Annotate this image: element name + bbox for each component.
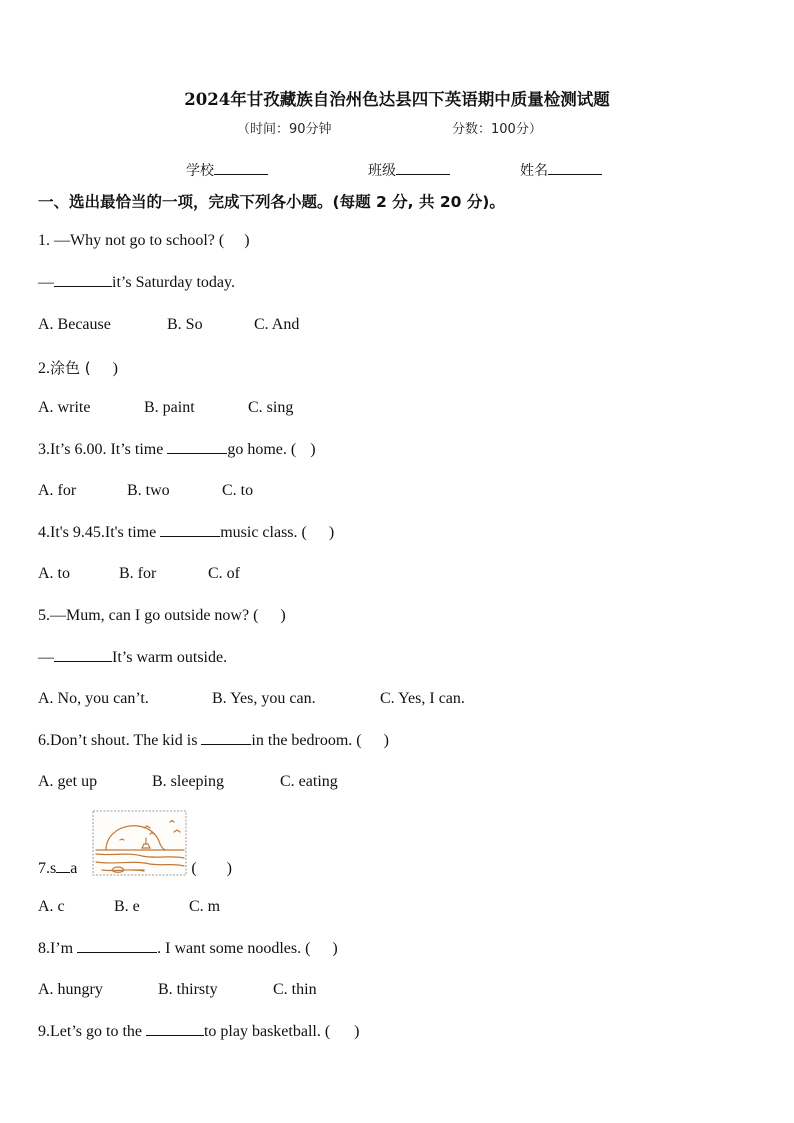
school-blank[interactable]	[214, 160, 268, 175]
class-blank[interactable]	[396, 160, 450, 175]
option-b[interactable]: B. thirsty	[158, 981, 218, 998]
question-1	[38, 232, 250, 250]
fill-blank[interactable]	[160, 524, 220, 537]
fill-blank[interactable]	[146, 1023, 204, 1036]
question-number: 8.	[38, 940, 50, 957]
question-5	[38, 607, 286, 625]
question-text: Let’s go to the	[50, 1023, 146, 1040]
fill-blank[interactable]	[77, 940, 157, 953]
question-7	[38, 860, 232, 878]
question-1-options	[38, 316, 299, 334]
option-c[interactable]: C. And	[254, 316, 300, 333]
option-b[interactable]: B. paint	[144, 399, 195, 416]
question-text: It’s 6.00. It’s time	[50, 441, 168, 458]
question-text-end: . I want some noodles. (	[157, 940, 311, 957]
option-a[interactable]: A. write	[38, 399, 91, 416]
section-heading: 一、选出最恰当的一项，完成下列各小题。(每题 2 分, 共 20 分)。	[38, 193, 505, 211]
exam-time: （时间：90分钟	[237, 122, 332, 137]
option-b[interactable]: B. two	[127, 482, 170, 499]
close-paren: )	[112, 360, 118, 377]
close-paren: )	[226, 860, 232, 877]
option-c[interactable]: C. Yes, I can.	[380, 690, 465, 707]
class-field	[368, 160, 450, 180]
option-b[interactable]: B. So	[167, 316, 203, 333]
question-2-options	[38, 399, 293, 417]
question-2	[38, 357, 118, 378]
question-1-reply	[38, 274, 235, 292]
question-6	[38, 732, 389, 750]
fill-blank[interactable]	[167, 441, 227, 454]
option-c[interactable]: C. sing	[248, 399, 294, 416]
question-text: Why not go to school? (	[70, 232, 225, 249]
option-a[interactable]: A. for	[38, 482, 77, 499]
close-paren: )	[310, 441, 316, 458]
page-title: 2024年甘孜藏族自治州色达县四下英语期中质量检测试题	[184, 90, 610, 109]
question-8-options	[38, 981, 317, 999]
question-3-options	[38, 482, 253, 500]
question-text-end: in the bedroom. (	[251, 732, 362, 749]
question-8	[38, 940, 338, 958]
close-paren: )	[244, 232, 250, 249]
question-text-end: go home. (	[227, 441, 297, 458]
dash: —	[38, 649, 54, 666]
question-9	[38, 1023, 360, 1041]
option-a[interactable]: A. c	[38, 898, 65, 915]
question-text-end: music class. (	[220, 524, 307, 541]
reply-text: It’s warm outside.	[112, 649, 228, 666]
question-number: 2.	[38, 360, 50, 377]
option-a[interactable]: A. Because	[38, 316, 111, 333]
name-blank[interactable]	[548, 160, 602, 175]
question-number: 7.	[38, 860, 50, 877]
question-text-end: to play basketball. (	[203, 1023, 331, 1040]
school-field	[186, 160, 268, 180]
close-paren: )	[332, 940, 338, 957]
question-number: 3.	[38, 441, 50, 458]
close-paren: )	[383, 732, 389, 749]
option-c[interactable]: C. of	[208, 565, 240, 582]
exam-score: 分数：100分）	[452, 122, 542, 137]
question-4-options	[38, 565, 240, 583]
option-c[interactable]: C. to	[222, 482, 254, 499]
fill-blank[interactable]	[54, 649, 112, 662]
question-number: 9.	[38, 1023, 50, 1040]
question-number: 4.	[38, 524, 50, 541]
question-5-reply	[38, 649, 227, 667]
option-a[interactable]: A. No, you can’t.	[38, 690, 149, 707]
question-text: It's 9.45.It's time	[50, 524, 161, 541]
question-text: Don’t shout. The kid is	[50, 732, 202, 749]
option-b[interactable]: B. for	[119, 565, 157, 582]
question-number: 5.—	[38, 607, 66, 624]
question-6-options	[38, 773, 338, 791]
option-c[interactable]: C. m	[189, 898, 221, 915]
fill-blank[interactable]	[201, 732, 251, 745]
school-label: 学校	[186, 163, 214, 179]
fill-blank[interactable]	[56, 860, 70, 873]
question-7-options	[38, 898, 220, 916]
close-paren: )	[328, 524, 335, 541]
reply-text: it’s Saturday today.	[112, 274, 235, 291]
option-b[interactable]: B. e	[114, 898, 140, 915]
question-number: 1. —	[38, 232, 70, 249]
fill-blank[interactable]	[54, 274, 112, 287]
close-paren: )	[280, 607, 286, 624]
question-5-options	[38, 690, 465, 708]
option-b[interactable]: B. sleeping	[152, 773, 224, 790]
option-a[interactable]: A. to	[38, 565, 70, 582]
class-label: 班级	[368, 163, 396, 179]
option-c[interactable]: C. eating	[280, 773, 338, 790]
letter-start: s	[50, 860, 57, 877]
option-b[interactable]: B. Yes, you can.	[212, 690, 316, 707]
question-text: 涂色 (	[50, 359, 91, 377]
open-paren: (	[191, 860, 197, 877]
question-4	[38, 524, 334, 542]
question-3	[38, 441, 316, 459]
option-a[interactable]: A. hungry	[38, 981, 103, 998]
name-label: 姓名	[520, 163, 548, 179]
option-c[interactable]: C. thin	[273, 981, 317, 998]
dash: —	[38, 274, 54, 291]
letter-end: a	[70, 860, 78, 877]
name-field	[520, 160, 602, 180]
option-a[interactable]: A. get up	[38, 773, 98, 790]
question-number: 6.	[38, 732, 50, 749]
question-text: I’m	[50, 940, 78, 957]
question-text: Mum, can I go outside now? (	[66, 607, 259, 624]
close-paren: )	[354, 1023, 360, 1040]
